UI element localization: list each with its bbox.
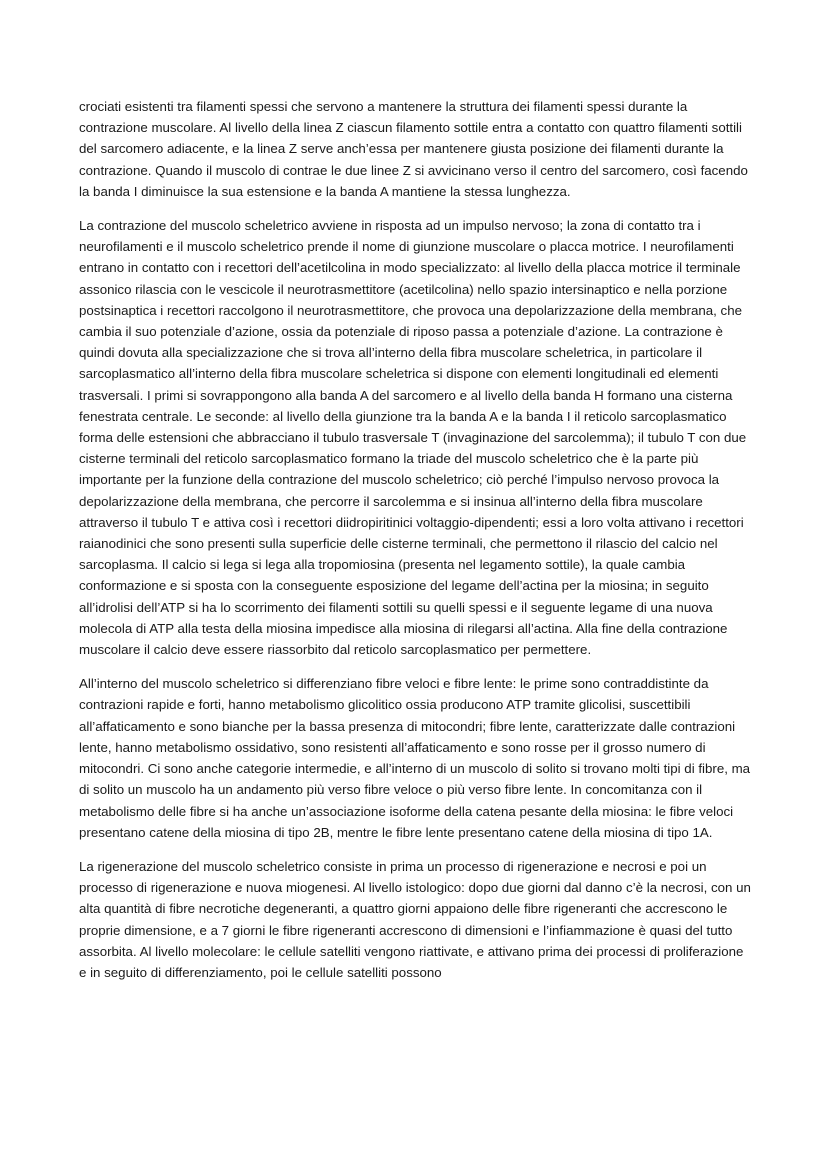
paragraph-muscle-contraction: La contrazione del muscolo scheletrico avviene in risposta ad un impulso nervoso; la zona di contatto tra i neurofilamenti e il muscolo scheletrico prende il nome di giunzione muscolare o placca motrice. I neurofilamenti entrano in contatto con i recettori dell’acetilcolina in modo specializzato: al livello della placca motrice il terminale assonico rilascia con le vescicole il neurotrasmettitore (acetilcolina) nello spazio intersinaptico e nella porzione postsinaptica i recettori raccolgono il neurotrasmettitore, che provoca una depolarizzazione della membrana, che cambia il suo potenziale d’azione, ossia da potenziale di riposo passa a potenziale d’azione. La contrazione è quindi dovuta alla specializzazione che si trova all’interno della fibra muscolare scheletrica, in particolare il sarcoplasmatico all’interno della fibra muscolare scheletrica si dispone con elementi longitudinali ed elementi trasversali. I primi si sovrappongono alla banda A del sarcomero e al livello della banda H formano una cisterna fenestrata centrale. Le seconde: al livello della giunzione tra la banda A e la banda I il reticolo sarcoplasmatico forma delle estensioni che abbracciano il tubulo trasversale T (invaginazione del sarcolemma); il tubulo T con due cisterne terminali del reticolo sarcoplasmatico formano la triade del muscolo scheletrico che è la parte più importante per la funzione della contrazione del muscolo scheletrico; ciò perché l’impulso nervoso provoca la depolarizzazione della membrana, che percorre il sarcolemma e si insinua all’interno della fibra muscolare attraverso il tubulo T e attiva così i recettori diidropiritinici voltaggio-dipendenti; essi a loro volta attivano i recettori raianodinici che sono presenti sulla superficie delle cisterne terminali, che permettono il rilascio del calcio nel sarcoplasma. Il calcio si lega si lega alla tropomiosina (presenta nel legamento sottile), la quale cambia conformazione e si sposta con la conseguente esposizione del legame dell’actina per la miosina; in seguito all’idrolisi dell’ATP si ha lo scorrimento dei filamenti sottili su quelli spessi e il seguente legame di una nuova molecola di ATP alla testa della miosina impedisce alla miosina di rilegarsi all’actina. Alla fine della contrazione muscolare il calcio deve essere riassorbito dal reticolo sarcoplasmatico per permettere.: [79, 218, 747, 658]
paragraph-sarcomere-z-line: crociati esistenti tra filamenti spessi che servono a mantenere la struttura dei filamenti spessi durante la contrazione muscolare. Al livello della linea Z ciascun filamento sottile entra a contatto con quattro filamenti sottili del sarcomero adiacente, e la linea Z serve anch’essa per mantenere giusta posizione dei filamenti durante la contrazione. Quando il muscolo di contrae le due linee Z si avvicinano verso il centro del sarcomero, così facendo la banda I diminuisce la sua estensione e la banda A mantiene la stessa lunghezza.: [79, 99, 748, 199]
document-body: [79, 96, 751, 996]
paragraph-muscle-regeneration: La rigenerazione del muscolo scheletrico consiste in prima un processo di rigenerazione e necrosi e poi un processo di rigenerazione e nuova miogenesi. Al livello istologico: dopo due giorni dal danno c’è la necrosi, con un alta quantità di fibre necrotiche degeneranti, a quattro giorni appaiono delle fibre rigeneranti che accrescono le proprie dimensione, e a 7 giorni le fibre rigeneranti accrescono di dimensioni e l’infiammazione è quasi del tutto assorbita. Al livello molecolare: le cellule satelliti vengono riattivate, e attivano prima dei processi di proliferazione e in seguito di differenziamento, poi le cellule satelliti possono: [79, 858, 751, 980]
paragraph-fiber-types: All’interno del muscolo scheletrico si differenziano fibre veloci e fibre lente: le prime sono contraddistinte da contrazioni rapide e forti, hanno metabolismo glicolitico ossia producono ATP tramite glicolisi, suscettibili all’affaticamento e sono bianche per la bassa presenza di mitocondri; fibre lente, caratterizzate dalle contrazioni lente, hanno metabolismo ossidativo, sono resistenti all’affaticamento e sono rosse per il grosso numero di mitocondri. Ci sono anche categorie intermedie, e all’interno di un muscolo di solito si trovano molti tipi di fibre, ma di solito un muscolo ha un andamento più verso fibre veloce o più verso fibre lente. In concomitanza con il metabolismo delle fibre si ha anche un’associazione isoforme della catena pesante della miosina: le fibre veloci presentano catene della miosina di tipo 2B, mentre le fibre lente presentano catene della miosina di tipo 1A.: [79, 676, 751, 840]
